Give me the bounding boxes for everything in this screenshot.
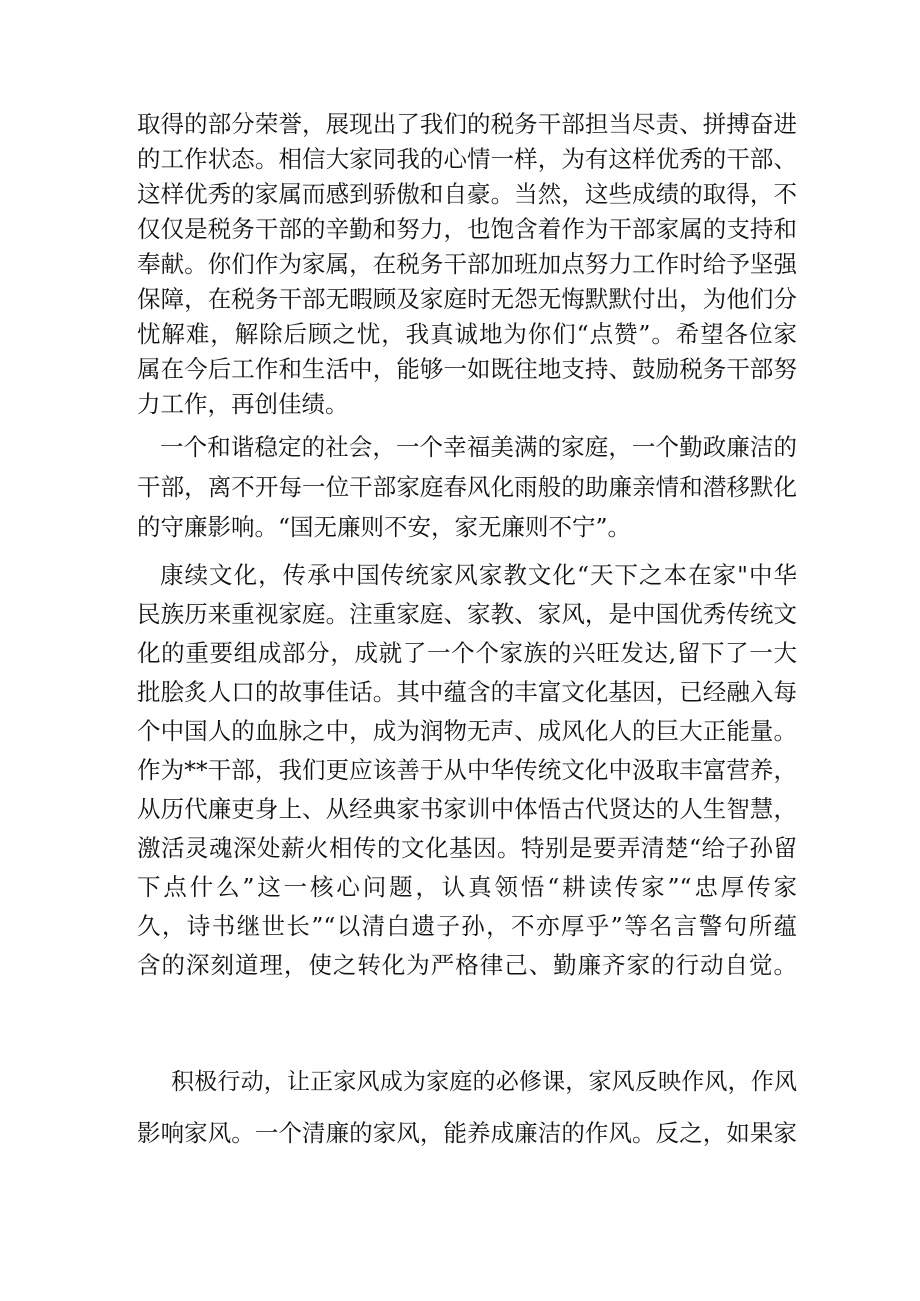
text-line: 力工作，再创佳绩。 <box>137 390 349 418</box>
text-line: 属在今后工作和生活中，能够一如既往地支持、鼓励税务干部努 <box>137 355 797 383</box>
text-line: 激活灵魂深处薪火相传的文化基因。特别是要弄清楚“给子孙留 <box>137 834 797 862</box>
text-line: 一个和谐稳定的社会，一个幸福美满的家庭，一个勤政廉洁的 <box>160 433 797 461</box>
text-line: 取得的部分荣誉，展现出了我们的税务干部担当尽责、拼搏奋进 <box>137 110 797 138</box>
text-line: 的守廉影响。“国无廉则不安，家无廉则不宁”。 <box>137 513 632 541</box>
text-line: 奉献。你们作为家属，在税务干部加班加点努力工作时给予坚强 <box>137 250 797 278</box>
text-line: 下点什么”这一核心问题，认真领悟“耕读传家”“忠厚传家 <box>137 873 797 901</box>
text-line: 民族历来重视家庭。注重家庭、家教、家风，是中国优秀传统文 <box>137 600 797 628</box>
text-line: 忧解难，解除后顾之忧，我真诚地为你们“点赞”。希望各位家 <box>137 320 797 348</box>
text-line: 个中国人的血脉之中，成为润物无声、成风化人的巨大正能量。 <box>137 717 797 745</box>
text-line: 久，诗书继世长”“以清白遗子孙，不亦厚乎”等名言警句所蕴 <box>137 912 797 940</box>
text-line: 仅仅是税务干部的辛勤和努力，也饱含着作为干部家属的支持和 <box>137 215 797 243</box>
text-line: 批脍炙人口的故事佳话。其中蕴含的丰富文化基因，已经融入每 <box>137 678 797 706</box>
text-line: 化的重要组成部分，成就了一个个家族的兴旺发达,留下了一大 <box>137 639 797 667</box>
text-line: 含的深刻道理，使之转化为严格律己、勤廉齐家的行动自觉。 <box>137 951 797 979</box>
text-line: 影响家风。一个清廉的家风，能养成廉洁的作风。反之，如果家 <box>137 1119 797 1147</box>
text-line: 积极行动，让正家风成为家庭的必修课，家风反映作风，作风 <box>171 1069 797 1095</box>
text-line: 这样优秀的家属而感到骄傲和自豪。当然，这些成绩的取得，不 <box>137 180 797 208</box>
text-line: 干部，离不开每一位干部家庭春风化雨般的助廉亲情和潜移默化 <box>137 473 797 501</box>
text-line: 从历代廉吏身上、从经典家书家训中体悟古代贤达的人生智慧， <box>137 795 797 823</box>
text-line: 作为**干部，我们更应该善于从中华传统文化中汲取丰富营养， <box>137 756 797 784</box>
text-line: 的工作状态。相信大家同我的心情一样，为有这样优秀的干部、 <box>137 145 797 173</box>
text-line: 康续文化，传承中国传统家风家教文化“天下之本在家"中华 <box>160 561 797 589</box>
text-line: 保障，在税务干部无暇顾及家庭时无怨无悔默默付出，为他们分 <box>137 285 797 313</box>
